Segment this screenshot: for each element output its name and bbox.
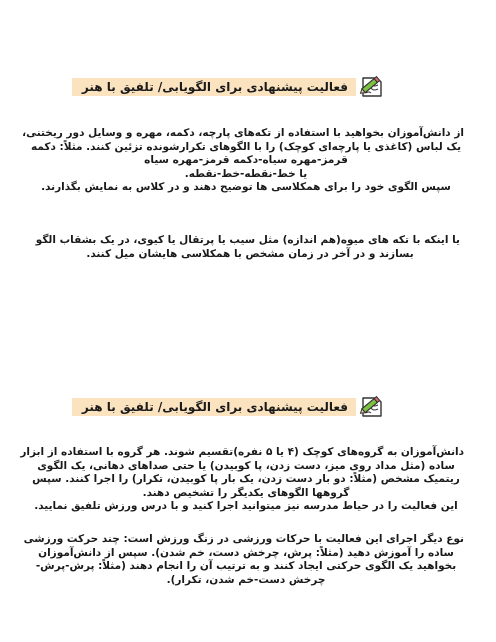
text-line: نوع دیگر اجرای این فعالیت با حرکات ورزشی در زنگ ورزش است: چند حرکت ورزشی [23,533,464,545]
text-line: یا خط-نقطه-خط-نقطه. [184,167,308,180]
section1-paragraph2 [35,234,460,261]
text-line: بسازند و در آخر در زمان مشخص با همکلاسی هایشان میل کنند. [86,247,414,260]
section2-header [72,394,384,420]
section1-title: فعالیت پیشنهادی برای الگویابی/ تلفیق با هنر [72,78,356,96]
section1-paragraph1 [22,127,464,195]
text-line: سپس الگوی خود را برای همکلاسی ها توضیح دهند و در کلاس به نمایش بگذارند. [41,181,451,193]
text-line: گروهها الگوهای یکدیگر را تشخیص دهند. [142,486,350,499]
text-line: بخواهید یک الگوی حرکتی ایجاد کنند و به ترتیب آن را انجام دهند (مثلاً: پرش-پرش- [35,560,457,572]
text-line: دانش‌آموزان به گروه‌های کوچک (۴ یا ۵ نفره)تقسیم شوند. هر گروه با استفاده از ابزار [20,446,464,458]
text-line: قرمز-مهره سیاه-دکمه قرمز-مهره سیاه [144,154,348,166]
text-line: ریتمیک مشخص (مثلاً: دو بار دست زدن، یک بار پا کوبیدن، تکرار) را اجرا کنند. سپس [32,473,460,485]
text-line: ساده را آموزش دهید (مثلاً: پرش، چرخش دست، خم شدن). سپس از دانش‌آموزان [38,546,454,559]
section1-header [72,74,384,100]
section2-paragraph1 [20,446,464,514]
text-line: یا اینکه با تکه های میوه(هم اندازه) مثل سیب یا پرتقال یا کیوی، در یک بشقاب الگو [35,234,460,246]
note-pencil-icon [358,394,384,420]
text-line: این فعالیت را در حیاط مدرسه نیز میتوانید اجرا کنید و با درس ورزش تلفیق نمایید. [34,500,458,512]
text-line: چرخش دست-خم شدن، تکرار). [166,573,326,586]
text-line: از دانش‌آموزان بخواهید با استفاده از تکه‌های پارچه، دکمه، مهره و وسایل دور ریختنی، [22,127,464,139]
section2-title: فعالیت پیشنهادی برای الگویابی/ تلفیق با هنر [72,398,356,416]
text-line: ساده (مثل مداد روی میز، دست زدن، پا کوبیدن) یا حتی صداهای دهانی، یک الگوی [37,459,455,472]
text-line: یک لباس (کاغذی یا پارچه‌ای کوچک) را با الگوهای تکرارشونده تزئین کنند. مثلاً: دکمه [30,140,462,153]
note-pencil-icon [358,74,384,100]
section2-paragraph2 [23,533,464,587]
